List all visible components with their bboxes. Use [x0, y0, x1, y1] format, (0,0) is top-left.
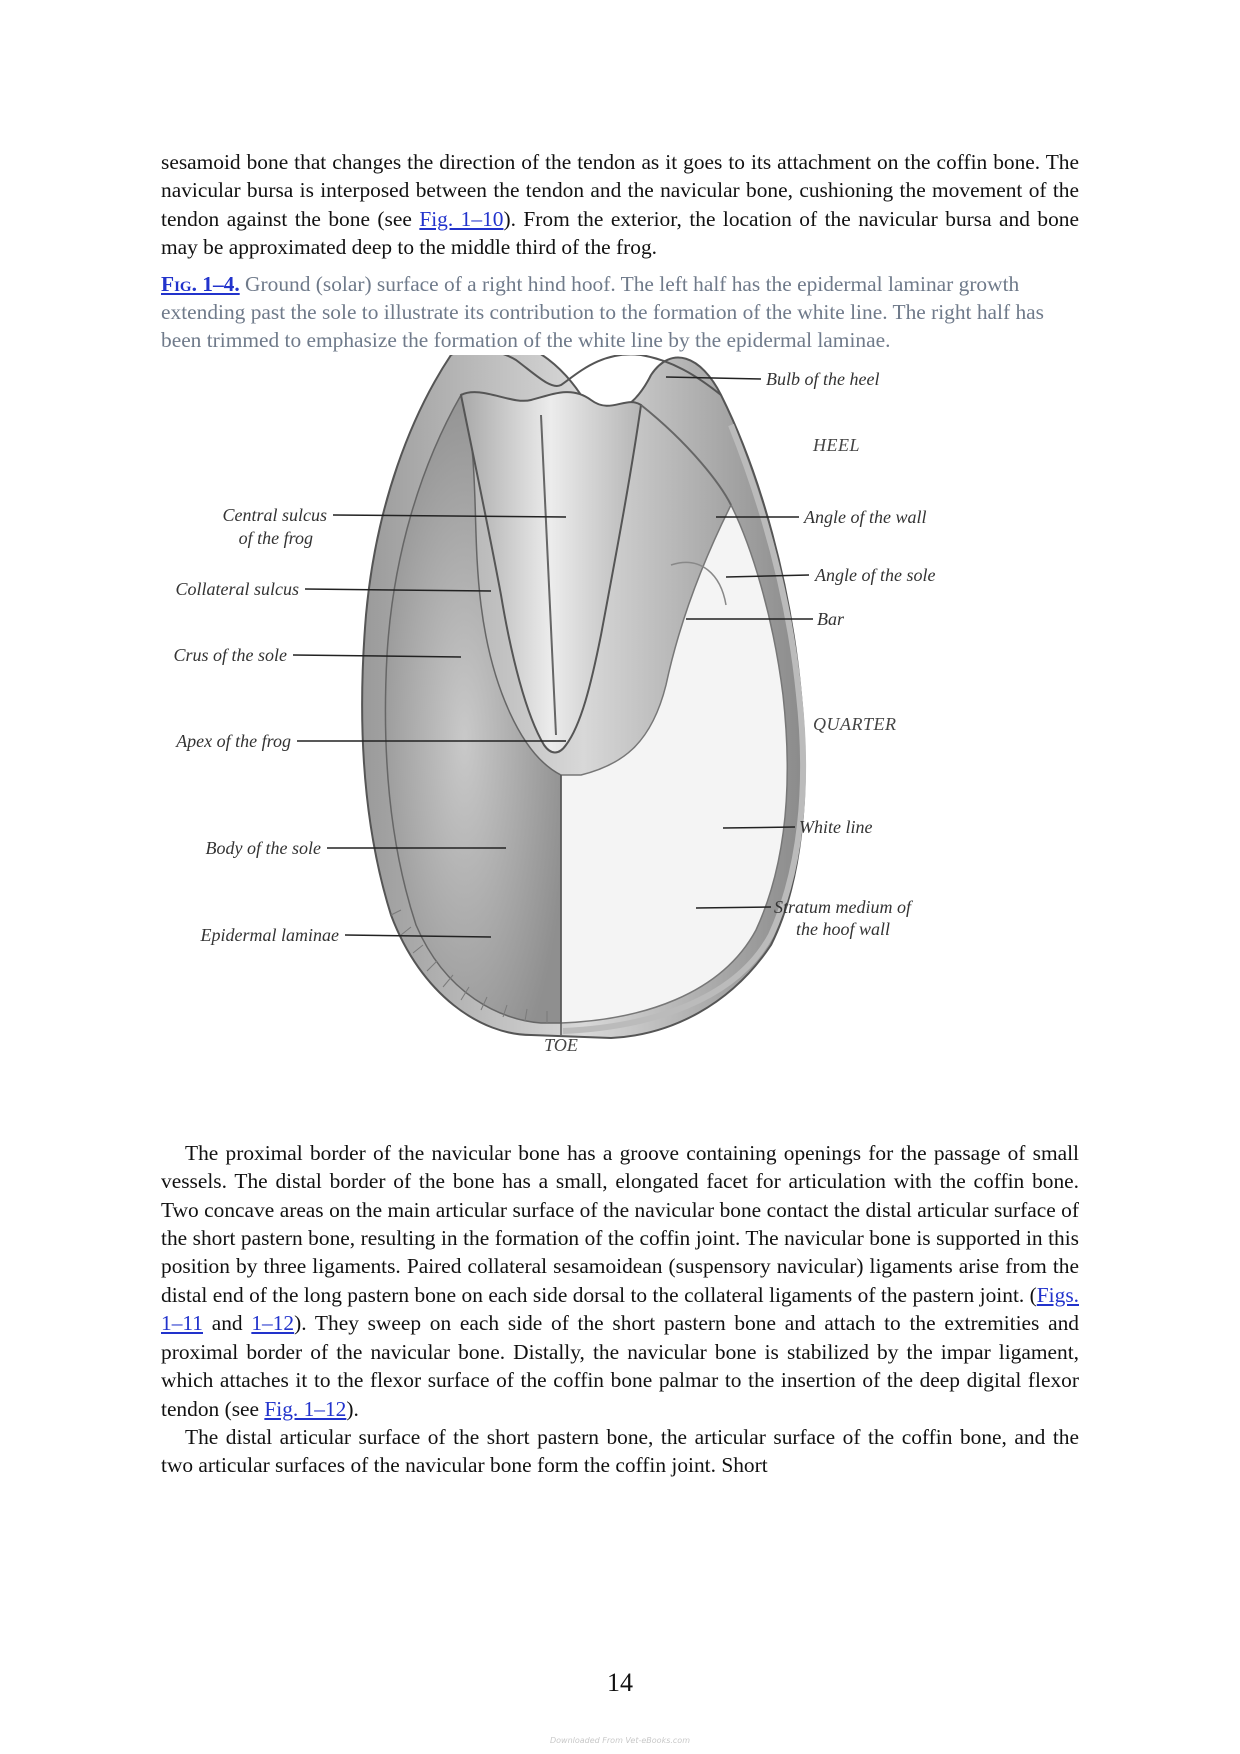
- region-heel: HEEL: [813, 434, 860, 455]
- hoof-figure: [161, 355, 1079, 1135]
- label-epidermal-laminae: Epidermal laminae: [200, 924, 339, 945]
- paragraph-top: [161, 148, 1079, 262]
- leader-stratum: [696, 907, 771, 908]
- footer-watermark: Downloaded From Vet-eBooks.com: [549, 1736, 690, 1745]
- figure-caption: [161, 270, 1079, 355]
- fig-link-1-11[interactable]: Figs. 1–11: [161, 1282, 1079, 1336]
- label-central-sulcus: Central sulcus: [222, 504, 327, 525]
- text-run: ). From the exterior, the location of the navicular bursa and bone may be approximated deep to the middle third of the frog.: [161, 206, 1079, 260]
- label-body-of-sole: Body of the sole: [205, 837, 321, 858]
- label-bulb-of-heel: Bulb of the heel: [766, 368, 880, 389]
- page-number: 14: [607, 1668, 633, 1697]
- text-run: ). They sweep on each side of the short pastern bone and attach to the extremities and proximal border of the navicular bone. Distally, the navicular bone is stabilized by the impar ligament, which attaches it to the flexor surface of the coffin bone palmar to the insertion of the deep digital flexor tendon (see: [161, 1311, 1079, 1421]
- text-run: and: [203, 1311, 252, 1336]
- leader-white-line: [723, 827, 795, 828]
- label-apex-of-frog: Apex of the frog: [176, 730, 291, 751]
- text-run: ).: [346, 1396, 359, 1421]
- text-run: The proximal border of the navicular bone has a groove containing openings for the passage of small vessels. The distal border of the bone has a small, elongated facet for articulation with the coffin bone. Two concave areas on the main articular surface of the navicular bone contact the distal articular surface of the short pastern bone, resulting in the formation of the coffin joint. The navicular bone is supported in this position by three ligaments. Paired collateral sesamoidean (suspensory navicular) ligaments arise from the distal end of the long pastern bone on each side dorsal to the collateral ligaments of the pastern joint. (: [161, 1140, 1079, 1307]
- label-angle-of-sole: Angle of the sole: [815, 564, 936, 585]
- label-white-line: White line: [799, 816, 873, 837]
- label-stratum-medium: Stratum medium of: [774, 896, 911, 917]
- text-run: sesamoid bone that changes the direction of the tendon as it goes to its attachment on the coffin bone. The navicular bursa is interposed between the tendon and the navicular bone, cushioning the movement of the tendon against the bone (see: [161, 150, 1079, 231]
- label-angle-of-wall: Angle of the wall: [804, 506, 927, 527]
- figure-caption-ref-link[interactable]: Fig. 1–4.: [161, 271, 240, 296]
- figure-caption-text: Ground (solar) surface of a right hind hoof. The left half has the epidermal laminar growth extending past the sole to illustrate its contribution to the formation of the white line. The right half has been trimmed to emphasize the formation of the white line by the epidermal laminae.: [161, 271, 1044, 353]
- paragraph-2: [161, 1139, 1079, 1423]
- fig-link-1-10[interactable]: Fig. 1–10: [419, 206, 504, 231]
- fig-link-1-12[interactable]: 1–12: [251, 1311, 295, 1336]
- label-central-sulcus-2: of the frog: [238, 527, 313, 548]
- label-collateral-sulcus: Collateral sulcus: [175, 578, 299, 599]
- fig-link-1-12-b[interactable]: Fig. 1–12: [264, 1396, 347, 1421]
- region-quarter: QUARTER: [813, 713, 897, 734]
- label-bar: Bar: [817, 608, 844, 629]
- label-stratum-medium-2: the hoof wall: [796, 918, 890, 939]
- page-body: [161, 148, 1079, 1480]
- region-toe: TOE: [544, 1034, 578, 1055]
- label-crus-of-sole: Crus of the sole: [173, 644, 287, 665]
- paragraph-3: The distal articular surface of the short pastern bone, the articular surface of the coffin bone, and the two articular surfaces of the navicular bone form the coffin joint. Short: [161, 1424, 1079, 1478]
- hoof-illustration: [161, 355, 1079, 1135]
